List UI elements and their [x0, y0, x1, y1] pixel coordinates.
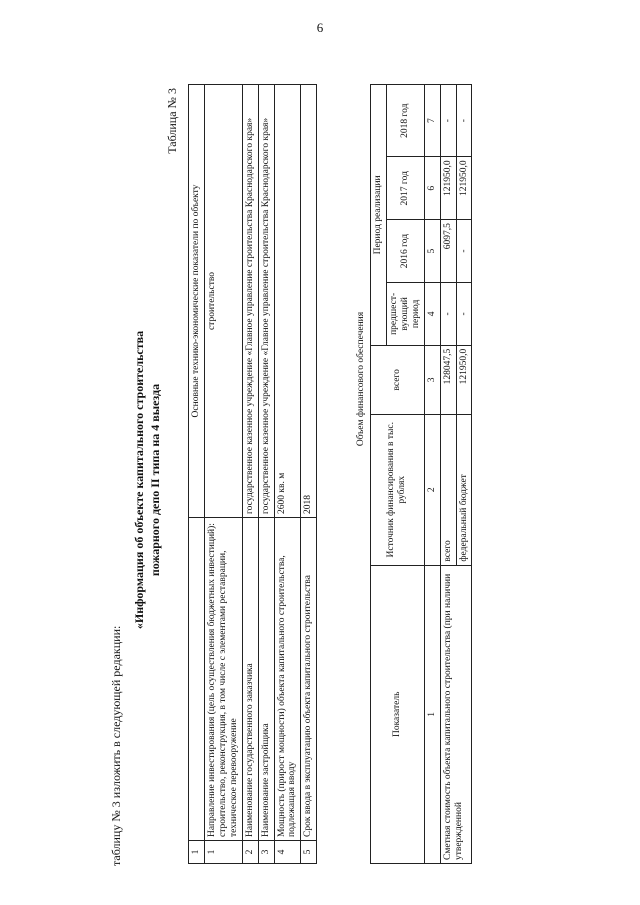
- col-total: всего: [371, 345, 425, 414]
- header-label-cell: [189, 518, 205, 841]
- col-number: 5: [424, 220, 440, 283]
- row-2017: 121950,0: [440, 157, 456, 220]
- row-value: 2600 кв. м: [274, 85, 301, 518]
- row-value: государственное казенное учреждение «Главное управление строительства Краснодарского края»: [242, 85, 258, 518]
- col-2016: 2016 год: [386, 220, 424, 283]
- column-numbers-row: [424, 85, 440, 864]
- row-value: 2018: [301, 85, 317, 518]
- indicators-header: Основные технико-экономические показатели по объекту: [189, 85, 205, 518]
- row-num: 5: [301, 841, 317, 864]
- header-num: 1: [189, 841, 205, 864]
- financing-table: [370, 84, 472, 864]
- page-number: 6: [316, 20, 324, 35]
- row-source: всего: [440, 414, 456, 565]
- col-number: 6: [424, 157, 440, 220]
- rotated-content: [110, 80, 570, 880]
- row-value: строительство: [204, 85, 242, 518]
- row-2017: 121950,0: [456, 157, 472, 220]
- row-prev: -: [456, 282, 472, 345]
- indicators-header-row: [189, 85, 205, 864]
- table-row: [274, 85, 301, 864]
- row-label: Мощность (прирост мощности) объекта капитального строительства, подлежащая вводу: [274, 518, 301, 841]
- row-prev: -: [440, 282, 456, 345]
- row-num: 1: [204, 841, 242, 864]
- col-indicator: Показатель: [371, 565, 425, 863]
- col-2017: 2017 год: [386, 157, 424, 220]
- row-total: 121950,0: [456, 345, 472, 414]
- document-title: [132, 80, 163, 880]
- col-number: 1: [424, 565, 440, 863]
- row-total: 128047,5: [440, 345, 456, 414]
- row-label: Наименование государственного заказчика: [242, 518, 258, 841]
- title-line-1: «Информация об объекте капитального строительства: [132, 330, 146, 630]
- row-value: государственное казенное учреждение «Главное управление строительства Краснодарского края»: [258, 85, 274, 518]
- col-prev: предшест-вующий период: [386, 282, 424, 345]
- table-row: [440, 85, 456, 864]
- col-source: Источник финансирования в тыс. рублях: [371, 414, 425, 565]
- table-row: [242, 85, 258, 864]
- row-num: 4: [274, 841, 301, 864]
- row-2016: -: [456, 220, 472, 283]
- table-row: [258, 85, 274, 864]
- row-label: Срок ввода в эксплуатацию объекта капитального строительства: [301, 518, 317, 841]
- table-label: Таблица № 3: [165, 88, 179, 154]
- row-source: федеральный бюджет: [456, 414, 472, 565]
- row-2018: -: [456, 85, 472, 157]
- col-number: 7: [424, 85, 440, 157]
- period-header: Период реализации: [371, 85, 387, 346]
- financing-title: Объем финансового обеспечения: [356, 311, 366, 447]
- table-row: [204, 85, 242, 864]
- row-2016: 6097,5: [440, 220, 456, 283]
- intro-text: таблицу № 3 изложить в следующей редакции:: [109, 625, 123, 866]
- table-row: [301, 85, 317, 864]
- col-number: 2: [424, 414, 440, 565]
- row-num: 2: [242, 841, 258, 864]
- title-line-2: пожарного депо II типа на 4 выезда: [147, 383, 162, 577]
- col-number: 4: [424, 282, 440, 345]
- row-indicator: Сметная стоимость объекта капитального строительства (при наличии утвержденной: [440, 565, 472, 863]
- col-2018: 2018 год: [386, 85, 424, 157]
- indicators-table: [188, 84, 317, 864]
- col-number: 3: [424, 345, 440, 414]
- row-2018: -: [440, 85, 456, 157]
- row-label: Направление инвестирования (цель осуществления бюджетных инвестиций): строительство, реконструкция, в том числе с элементами реставрации, техническое перевооружение: [204, 518, 242, 841]
- financing-header-row: [371, 85, 387, 864]
- row-num: 3: [258, 841, 274, 864]
- row-label: Наименование застройщика: [258, 518, 274, 841]
